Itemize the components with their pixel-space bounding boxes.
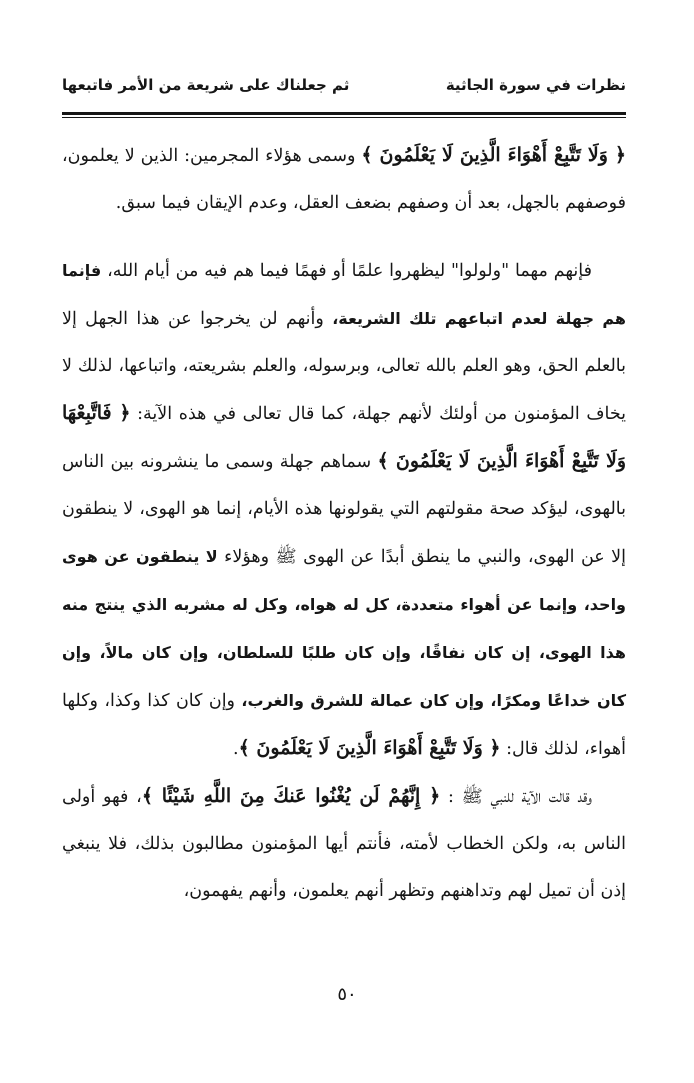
- running-header: [62, 66, 626, 104]
- book-title: نظرات في سورة الجاثية: [445, 76, 626, 94]
- text-run: وسمى هؤلاء المجرمين: الذين لا يعلمون، فوصفهم بالجهل، بعد أن وصفهم بضعف العقل، وعدم الإيقان فيما سبق.: [62, 146, 626, 213]
- text-run: وإن كان كذا وكذا، وكلها أهواء، لذلك قال:: [62, 691, 626, 759]
- paragraph: [62, 773, 626, 915]
- page-number: ٥٠: [337, 984, 357, 1005]
- section-title: ثم جعلناك على شريعة من الأمر فاتبعها: [62, 76, 350, 94]
- text-run: فإنهم مهما "ولولوا" ليظهروا علمًا أو فهمًا فيما هم فيه من أيام الله،: [101, 261, 592, 281]
- emphasis-text: فإنما هم جهلة لعدم اتباعهم تلك الشريعة،: [62, 261, 626, 328]
- quran-verse: ﴿ وَلَا تَتَّبِعْ أَهْوَاءَ الَّذِينَ لَا يَعْلَمُونَ ﴾: [361, 144, 626, 166]
- paragraph: [62, 247, 626, 773]
- page-body: [62, 132, 626, 915]
- quran-verse: ﴿ إِنَّهُمْ لَن يُغْنُوا عَنكَ مِنَ اللَّهِ شَيْئًا ﴾: [141, 785, 441, 807]
- quran-verse: ﴿ فَاتَّبِعْهَا وَلَا تَتَّبِعْ أَهْوَاءَ الَّذِينَ لَا يَعْلَمُونَ ﴾: [62, 402, 627, 472]
- header-rule-thick: [62, 112, 626, 115]
- text-run: .: [233, 739, 239, 759]
- text-run: وأنهم لن يخرجوا عن هذا الجهل إلا بالعلم الحق، وهو العلم بالله تعالى، وبرسوله، والعلم بشريعته، واتباعها، لذلك لا يخاف المؤمنون من أولئك لأنهم جهلة، كما قال تعالى في هذه الآية:: [62, 309, 626, 424]
- paragraph: [62, 132, 626, 227]
- header-rule-thin: [62, 117, 626, 118]
- text-run: ، فهو أولى الناس به، ولكن الخطاب لأمته، فأنتم أيها المؤمنون مطالبون بذلك، فلا ينبغي إذن أن تميل لهم وتداهنهم وتظهر أنهم يعلمون، وأنهم يفهمون،: [62, 787, 626, 901]
- quran-verse: ﴿ وَلَا تَتَّبِعْ أَهْوَاءَ الَّذِينَ لَا يَعْلَمُونَ ﴾: [238, 737, 501, 759]
- text-run: وقد قالت الآية للنبي ﷺ :: [440, 787, 592, 807]
- emphasis-text: لا ينطقون عن هوى واحد، وإنما عن أهواء متعددة، كل له هواه، وكل له مشربه الذي ينتج منه هذا الهوى، إن كان نفاقًا، وإن كان طلبًا للسلطان، وإن كان مالاً، وإن كان خداعًا ومكرًا، وإن كان عمالة للشرق والغرب،: [62, 547, 626, 710]
- text-run: سماهم جهلة وسمى ما ينشرونه بين الناس بالهوى، ليؤكد صحة مقولتهم التي يقولونها هذه الأيام، إنما هو الهوى، لا ينطقون إلا عن الهوى، والنبي ما ينطق أبدًا عن الهوى ﷺ وهؤلاء: [62, 452, 626, 567]
